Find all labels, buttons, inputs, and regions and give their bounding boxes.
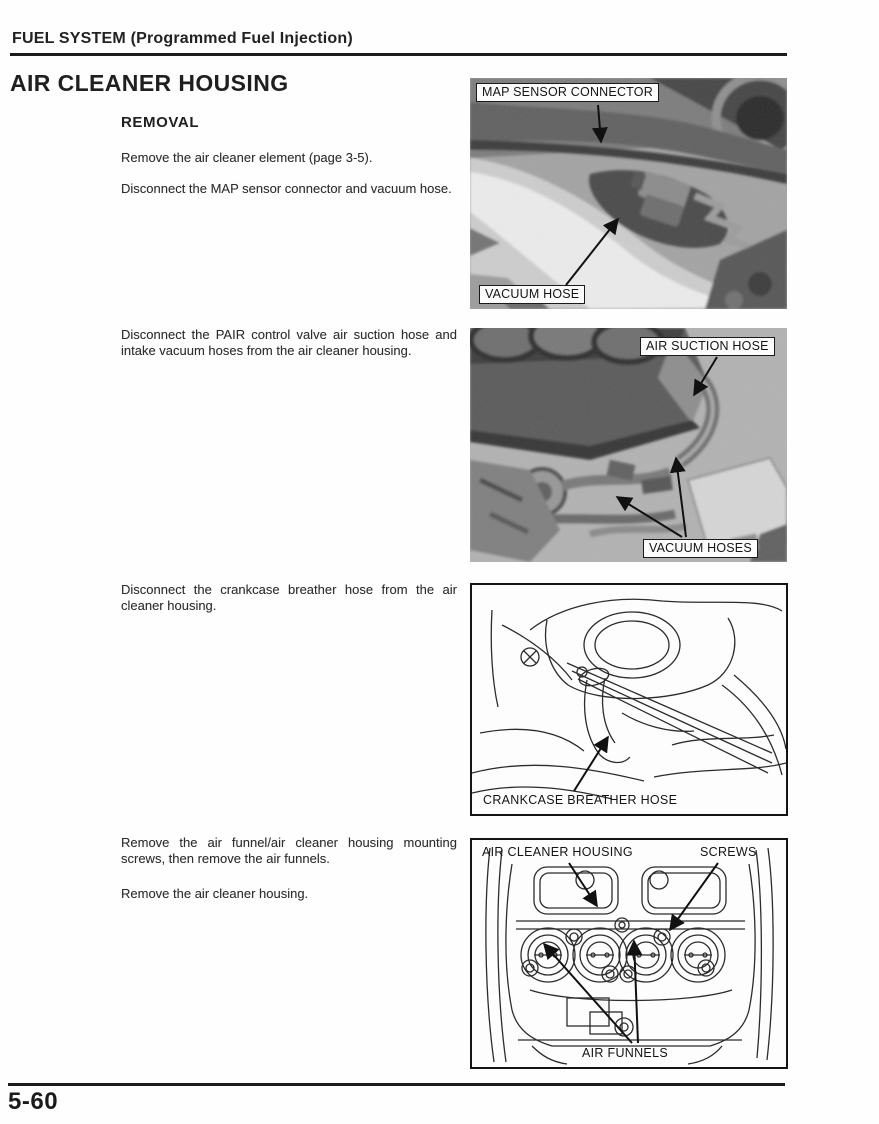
instruction-paragraph: Remove the air cleaner element (page 3-5). bbox=[121, 150, 373, 165]
photo-map-sensor bbox=[470, 78, 787, 309]
callout-arrow bbox=[574, 737, 608, 791]
callout-label: AIR CLEANER HOUSING bbox=[482, 845, 633, 859]
instruction-paragraph: Disconnect the MAP sensor connector and vacuum hose. bbox=[121, 181, 452, 196]
section-title-removal: REMOVAL bbox=[121, 114, 200, 131]
instruction-paragraph: Remove the air funnel/air cleaner housing mounting screws, then remove the air funnels. bbox=[121, 835, 457, 866]
callout-label: VACUUM HOSE bbox=[479, 285, 585, 304]
instruction-paragraph: Remove the air cleaner housing. bbox=[121, 886, 309, 901]
instruction-paragraph: Disconnect the PAIR control valve air suction hose and intake vacuum hoses from the air cleaner housing. bbox=[121, 327, 457, 358]
instruction-paragraph: Disconnect the crankcase breather hose from the air cleaner housing. bbox=[121, 582, 457, 613]
footer-rule bbox=[8, 1083, 785, 1086]
figure-air-suction-photo bbox=[470, 328, 787, 562]
callout-label: SCREWS bbox=[700, 845, 757, 859]
figure-crankcase-drawing bbox=[470, 583, 788, 816]
figure-map-sensor-photo bbox=[470, 78, 787, 309]
callout-label: VACUUM HOSES bbox=[643, 539, 758, 558]
drawing-crankcase-breather bbox=[472, 585, 786, 814]
callout-label: MAP SENSOR CONNECTOR bbox=[476, 83, 659, 102]
page-title: AIR CLEANER HOUSING bbox=[10, 70, 289, 96]
callout-label: AIR SUCTION HOSE bbox=[640, 337, 775, 356]
figure-air-funnel-drawing bbox=[470, 838, 788, 1069]
callout-label: AIR FUNNELS bbox=[582, 1046, 668, 1060]
callout-label: CRANKCASE BREATHER HOSE bbox=[483, 793, 678, 807]
running-header: FUEL SYSTEM (Programmed Fuel Injection) bbox=[12, 30, 353, 47]
page-number: 5-60 bbox=[8, 1088, 59, 1115]
photo-air-suction bbox=[470, 328, 787, 562]
header-rule bbox=[10, 53, 787, 56]
drawing-air-funnels bbox=[472, 840, 786, 1067]
